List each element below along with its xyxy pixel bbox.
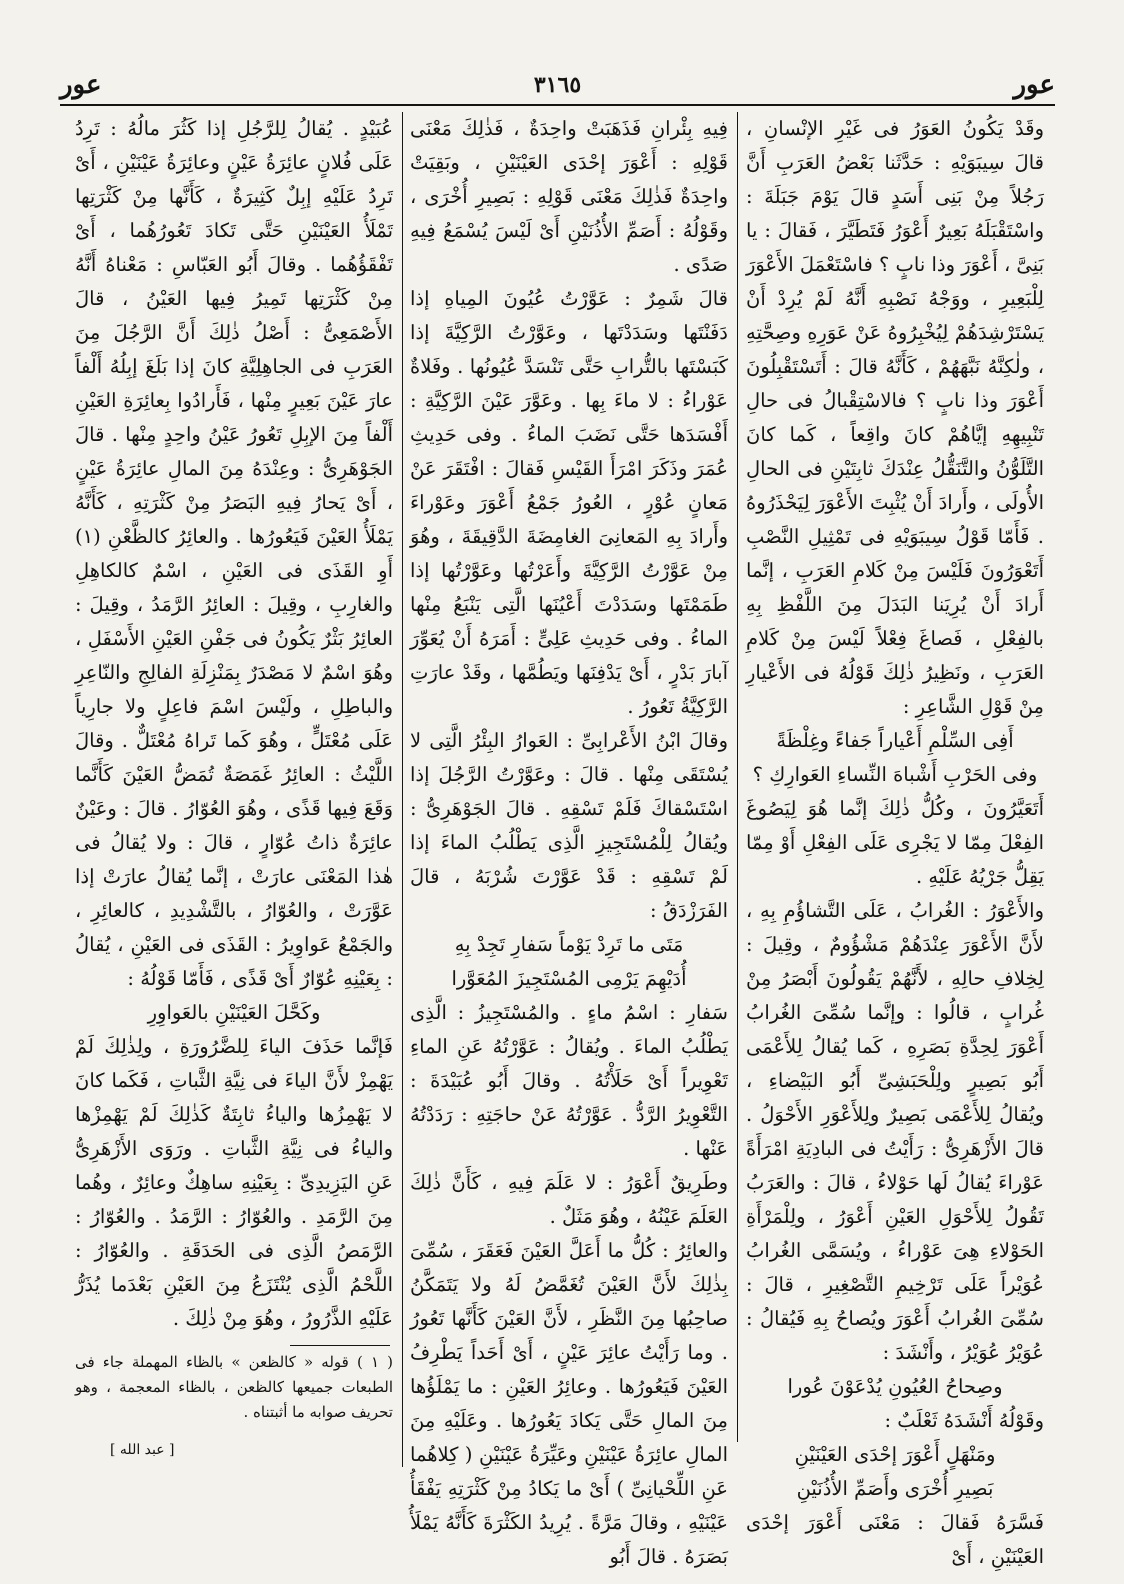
column-divider bbox=[737, 112, 738, 1442]
verse-line: ومَنْهَلٍ أَعْوَرَ إحْدَى العَيْنَيْنِ bbox=[794, 1443, 996, 1466]
paragraph: قالَ شَمِرٌ : عَوَّرْتُ عُيُونَ المِياهِ إذا دَفَنْتَها وسَدَدْتَها ، وعَوَّرْتُ الرَّكِيَّةَ إذا كَبَسْتَها بالتُّرابِ حَتَّى تَنْسَدَّ عُيُونُها . وفَلاةٌ عَوْراءُ : لا ماءَ بِها . وعَوَّرَ عَيْنَ الرَّكِيَّةِ : أَفْسَدَها حَتَّى نَضَبَ الماءُ . وفى حَدِيثِ عُمَرَ وذَكَرَ امْرَأَ القَيْسِ فَقالَ : افْتَقَرَ عَنْ مَعانٍ عُوْرٍ ، العُورُ جَمْعُ أَعْوَرَ وعَوْراءَ وأَرادَ بِهِ المَعانِىَ الغامِضَةَ الدَّقِيقَةَ ، وهُوَ مِنْ عَوَّرْتُ الرَّكِيَّةَ وأَعَرْتُها وعَوَّرْتُها إذا طَمَمْتَها وسَدَدْتَ أَعْيُنَها الَّتِى يَنْبَعُ مِنْها الماءُ . وفى حَدِيثِ عَلِىٍّ : أَمَرَهُ أَنْ يُعَوِّرَ آبارَ بَدْرٍ ، أَىْ يَدْفِنَها ويَطُمَّها ، وقَدْ عارَتِ الرَّكِيَّةُ تَعُورُ . bbox=[410, 287, 728, 718]
paragraph: عُبَيْدٍ . يُقالُ لِلرَّجُلِ إذا كَثُرَ مالُهُ : تَرِدُ عَلَى فُلانٍ عائِرَةُ عَيْنٍ وعائِرَةُ عَيْنَيْنِ ، أَىْ تَرِدُ عَلَيْهِ إبِلٌ كَثِيرَةٌ ، كَأَنَّها مِنْ كَثْرَتِها تَمْلَأُ العَيْنَيْنِ حَتَّى تَكادَ تَعُورُهُما ، أَىْ تَفْقَؤُهُما . وقالَ أَبُو العَبّاسِ : مَعْناهُ أَنَّهُ مِنْ كَثْرَتِها تَمِيرُ فِيها العَيْنُ ، قالَ الأَصْمَعِىُّ : أَصْلُ ذٰلِكَ أَنَّ الرَّجُلَ مِنَ العَرَبِ فى الجاهِلِيَّةِ كانَ إذا بَلَغَ إبِلُهُ أَلْفاً عارَ عَيْنَ بَعِيرٍ مِنْها ، فَأَرادُوا بِعائِرَةِ العَيْنِ أَلْفاً مِنَ الإبِلِ تَعُورُ عَيْنُ واحِدٍ مِنْها . قالَ الجَوْهَرِىُّ : وعِنْدَهُ مِنَ المالِ عائِرَةُ عَيْنٍ ، أَىْ يَحارُ فِيهِ البَصَرُ مِنْ كَثْرَتِهِ ، كَأَنَّهُ يَمْلَأُ العَيْنَ فَيَعُورُها . والعائِرُ كالظَّعْنِ (١) أَوِ القَذَى فى العَيْنِ ، اسْمٌ كالكاهِلِ والغارِبِ ، وقِيلَ : العائِرُ الرَّمَدُ ، وقِيلَ : العائِرُ بَثْرٌ يَكُونُ فى جَفْنِ العَيْنِ الأَسْفَلِ ، وهُوَ اسْمٌ لا مَصْدَرٌ بِمَنْزِلَةِ الفالِجِ والنّاعِرِ والباطِلِ ، ولَيْسَ اسْمَ فاعِلٍ ولا جارِياً عَلَى مُعْتَلٍّ ، وهُوَ كَما تَراهُ مُعْتَلٌّ . وقالَ اللَّيْثُ : العائِرُ غَمَصَةٌ تُمَضُّ العَيْنَ كَأَنَّما وَقَعَ فِيها قَذًى ، وهُوَ العُوّارُ . قالَ : وعَيْنٌ عائِرَةٌ ذاتُ عُوّارٍ ، قالَ : ولا يُقالُ فى هٰذا المَعْنَى عارَتْ ، إنَّما يُقالُ عارَتْ إذا عَوَّرَتْ ، والعُوّارُ ، بالتَّشْدِيدِ ، كالعائِرِ ، والجَمْعُ عَواوِيرُ : القَذَى فى العَيْنِ ، يُقالُ : بِعَيْنِهِ عُوّارٌ أَىْ قَذًى ، فَأَمّا قَوْلُهُ : bbox=[75, 117, 393, 990]
editor-signature: [ عبد الله ] bbox=[110, 1442, 175, 1458]
paragraph: والعائِرُ : كُلُّ ما أَعَلَّ العَيْنَ فَعَقَرَ ، سُمِّىَ بِذٰلِكَ لأَنَّ العَيْنَ تُغَمَّضُ لَهُ ولا يَتَمَكَّنُ صاحِبُها مِنَ النَّظَرِ ، لأَنَّ العَيْنَ كَأَنَّها تَعُورُ . وما رَأَيْتُ عائِرَ عَيْنٍ ، أَىْ أَحَداً يَطْرِفُ العَيْنَ فَيَعُورُها . وعائِرُ العَيْنِ : ما يَمْلَؤُها مِنَ المالِ حَتَّى يَكادَ يَعُورُها . وعَلَيْهِ مِنَ المالِ عائِرَةُ عَيْنَيْنِ وعَيِّرَةُ عَيْنَيْنِ ( كِلاهُما عَنِ اللِّحْيانِىِّ ) أَىْ ما يَكادُ مِنْ كَثْرَتِهِ يَفْقَأُ عَيْنَيْهِ ، وقالَ مَرَّةً . يُرِيدُ الكَثْرَةَ كَأَنَّهُ يَمْلَأُ بَصَرَهُ . قالَ أَبُو bbox=[410, 1239, 728, 1568]
column-middle bbox=[410, 112, 728, 1568]
column-right bbox=[746, 112, 1044, 1568]
page-header bbox=[60, 70, 1055, 104]
page-number: ٣١٦٥ bbox=[533, 72, 582, 98]
paragraph: وقالَ ابْنُ الأَعْرابِىِّ : العَوارُ البِئْرُ الَّتِى لا يُسْتَقَى مِنْها . قالَ : وعَوَّرْتُ الرَّجُلَ إذا اسْتَسْقاكَ فَلَمْ تَسْقِهِ . قالَ الجَوْهَرِىُّ : ويُقالُ لِلْمُسْتَجِيزِ الَّذِى يَطْلُبُ الماءَ إذا لَمْ تَسْقِهِ : قَدْ عَوَّرْتَ شُرْبَهُ ، قالَ الفَرَزْدَقُ : bbox=[410, 729, 728, 922]
paragraph: والأَعْوَرُ : الغُرابُ ، عَلَى التَّشاؤُمِ بِهِ ، لأَنَّ الأَعْوَرَ عِنْدَهُمْ مَشْؤُومٌ ، وقِيلَ : لِخِلافِ حالِهِ ، لأَنَّهُمْ يَقُولُونَ أَبْصَرُ مِنْ غُرابٍ ، قالُوا : وإنَّما سُمِّىَ الغُرابُ أَعْوَرَ لِحِدَّةِ بَصَرِهِ ، كَما يُقالُ لِلأَعْمَى أَبُو بَصِيرٍ ولِلْحَبَشِىِّ أَبُو البَيْضاءِ ، ويُقالُ لِلأَعْمَى بَصِيرٌ ولِلأَعْوَرِ الأَحْوَلُ . قالَ الأَزْهَرِىُّ : رَأَيْتُ فى البادِيَةِ امْرَأَةً عَوْراءَ يُقالُ لَها حَوْلاءُ ، قالَ : والعَرَبُ تَقُولُ لِلأَحْوَلِ العَيْنِ أَعْوَرُ ، ولِلْمَرْأَةِ الحَوْلاءِ هِىَ عَوْراءُ ، ويُسَمَّى الغُرابُ عُوَيْراً عَلَى تَرْخِيمِ التَّصْغِيرِ ، قالَ : سُمِّىَ الغُرابُ أَعْوَرَ ويُصاحُ بِهِ فَيُقالُ : عُوَيْرُ عُوَيْرُ ، وأَنْشَدَ : bbox=[746, 899, 1044, 1364]
paragraph: وقَدْ يَكُونُ العَوَرُ فى غَيْرِ الإنْسانِ ، قالَ سِيبَوَيْهِ : حَدَّثَنا بَعْضُ العَرَبِ أَنَّ رَجُلاً مِنْ بَنِى أَسَدٍ قالَ يَوْمَ جَبَلَةَ : واسْتَقْبَلَهُ بَعِيرٌ أَعْوَرُ فَتَطَيَّرَ ، فَقالَ : يا بَنِىَّ ، أَعْوَرَ وذا نابٍ ؟ فاسْتَعْمَلَ الأَعْوَرَ لِلْبَعِيرِ ، ووَجْهُ نَصْبِهِ أَنَّهُ لَمْ يُرِدْ أَنْ يَسْتَرْشِدَهُمْ لِيُخْبِرُوهُ عَنْ عَوَرِهِ وصِحَّتِهِ ، ولٰكِنَّهُ نَبَّهَهُمْ ، كَأَنَّهُ قالَ : أَتَسْتَقْبِلُونَ أَعْوَرَ وذا نابٍ ؟ فالاسْتِقْبالُ فى حالِ تَنْبِيهِهِ إيَّاهُمْ كانَ واقِعاً ، كَما كانَ التَّلَوُّنُ والتَّنَقُّلُ عِنْدَكَ ثابِتَيْنِ فى الحالِ الأُولَى ، وأَرادَ أَنْ يُثْبِتَ الأَعْوَرَ لِيَحْذَرُوهُ . فَأَمّا قَوْلُ سِيبَوَيْهِ فى تَمْثِيلِ النَّصْبِ أَتَعْوَرُونَ فَلَيْسَ مِنْ كَلامِ العَرَبِ ، إنَّما أَرادَ أَنْ يُرِيَنا البَدَلَ مِنَ اللَّفْظِ بِهِ بالفِعْلِ ، فَصاغَ فِعْلاً لَيْسَ مِنْ كَلامِ العَرَبِ ، ونَظِيرُ ذٰلِكَ قَوْلُهُ فى الأَعْيارِ مِنْ قَوْلِ الشَّاعِرِ : bbox=[746, 117, 1044, 718]
headword-left: عور bbox=[60, 70, 102, 100]
paragraph: وطَرِيقٌ أَعْوَرُ : لا عَلَمَ فِيهِ ، كَأَنَّ ذٰلِكَ العَلَمَ عَيْنُهُ ، وهُوَ مَثَلٌ . bbox=[410, 1171, 728, 1228]
column-left bbox=[75, 112, 393, 1330]
verse-line: مَتَى ما تَرِدْ يَوْماً سَفارِ تَجِدْ بِهِ bbox=[454, 933, 684, 956]
verse-line: بَصِيرِ أُخْرَى وأَصَمِّ الأُذُنَيْنِ bbox=[796, 1477, 994, 1500]
verse-line: أَفِى السِّلْمِ أَعْياراً جَفاءً وغِلْظَةً bbox=[776, 729, 1014, 752]
verse-line: وصِحاحُ العُيُونِ يُدْعَوْنَ عُورا bbox=[787, 1375, 1003, 1398]
paragraph: وقَوْلُهُ أَنْشَدَهُ ثَعْلَبٌ : bbox=[884, 1409, 1044, 1432]
header-rule bbox=[60, 104, 1055, 106]
verse-line: وكَحَّلَ العَيْنَيْنِ بالعَواوِرِ bbox=[147, 1001, 321, 1024]
footnote: ( ١ ) قوله « كالظعن » بالظاء المهملة جاء فى الطبعات جميعها كالظعن ، بالظاء المعجمة ، وهو تحريف صوابه ما أثبتناه . bbox=[75, 1353, 393, 1421]
paragraph: فَسَّرَهُ فَقالَ : مَعْنَى أَعْوَرَ إحْدَى العَيْنَيْنِ ، أَىْ bbox=[746, 1511, 1044, 1568]
verse-line: أُدَيْهِمَ يَرْمِى المُسْتَجِيزَ المُعَوَّرا bbox=[451, 967, 687, 990]
footnote-rule bbox=[290, 1345, 390, 1346]
paragraph: فِيهِ بِئْرانِ فَذَهَبَتْ واحِدَةٌ ، فَذٰلِكَ مَعْنَى قَوْلِهِ : أَعْوَرَ إحْدَى العَيْنَيْنِ ، وبَقِيَتْ واحِدَةٌ فَذٰلِكَ مَعْنَى قَوْلِهِ : بَصِيرِ أُخْرَى ، وقَوْلُهُ : أَصَمِّ الأُذُنَيْنِ أَىْ لَيْسَ يُسْمَعُ فِيهِ صَدًى . bbox=[410, 117, 728, 276]
paragraph: فَإنَّما حَذَفَ الياءَ لِلضَّرُورَةِ ، ولِذٰلِكَ لَمْ يَهْمِزْ لأَنَّ الياءَ فى نِيَّةِ الثَّباتِ ، فَكَما كانَ لا يَهْمِزُها والياءُ ثابِتَةٌ كَذٰلِكَ لَمْ يَهْمِزْها والياءُ فى نِيَّةِ الثَّباتِ . ورَوَى الأَزْهَرِىُّ عَنِ اليَزِيدِىِّ : بِعَيْنِهِ ساهِكٌ وعائِرٌ ، وهُما مِنَ الرَّمَدِ . والعُوّارُ : الرَّمَدُ . والعُوّارُ : الرَّمَصُ الَّذِى فى الحَدَقَةِ . والعُوّارُ : اللَّحْمُ الَّذِى يُنْتَزَعُ مِنَ العَيْنِ بَعْدَما يُذَرُّ عَلَيْهِ الذَّرُورُ ، وهُوَ مِنْ ذٰلِكَ . bbox=[75, 1035, 393, 1330]
headword-right: عور bbox=[1013, 70, 1055, 100]
paragraph: سَفارِ : اسْمُ ماءٍ . والمُسْتَجِيزُ : الَّذِى يَطْلُبُ الماءَ . ويُقالُ : عَوَّرْتُهُ عَنِ الماءِ تَعْوِيراً أَىْ حَلَأْتُهُ . وقالَ أَبُو عُبَيْدَةَ : التَّعْوِيرُ الرَّدُّ . عَوَّرْتُهُ عَنْ حاجَتِهِ : رَدَدْتُهُ عَنْها . bbox=[410, 1001, 728, 1160]
verse-line: وفى الحَرْبِ أَشْباهَ النِّساءِ العَوارِكِ ؟ bbox=[752, 763, 1038, 786]
paragraph: أَتَعَيَّرُونَ ، وكُلُّ ذٰلِكَ إنَّما هُوَ لِيَصُوغَ الفِعْلَ مِمّا لا يَجْرِى عَلَى الفِعْلِ أَوْ مِمّا يَقِلُّ جَرْيُهُ عَلَيْهِ . bbox=[746, 797, 1044, 888]
column-divider bbox=[402, 112, 403, 1467]
